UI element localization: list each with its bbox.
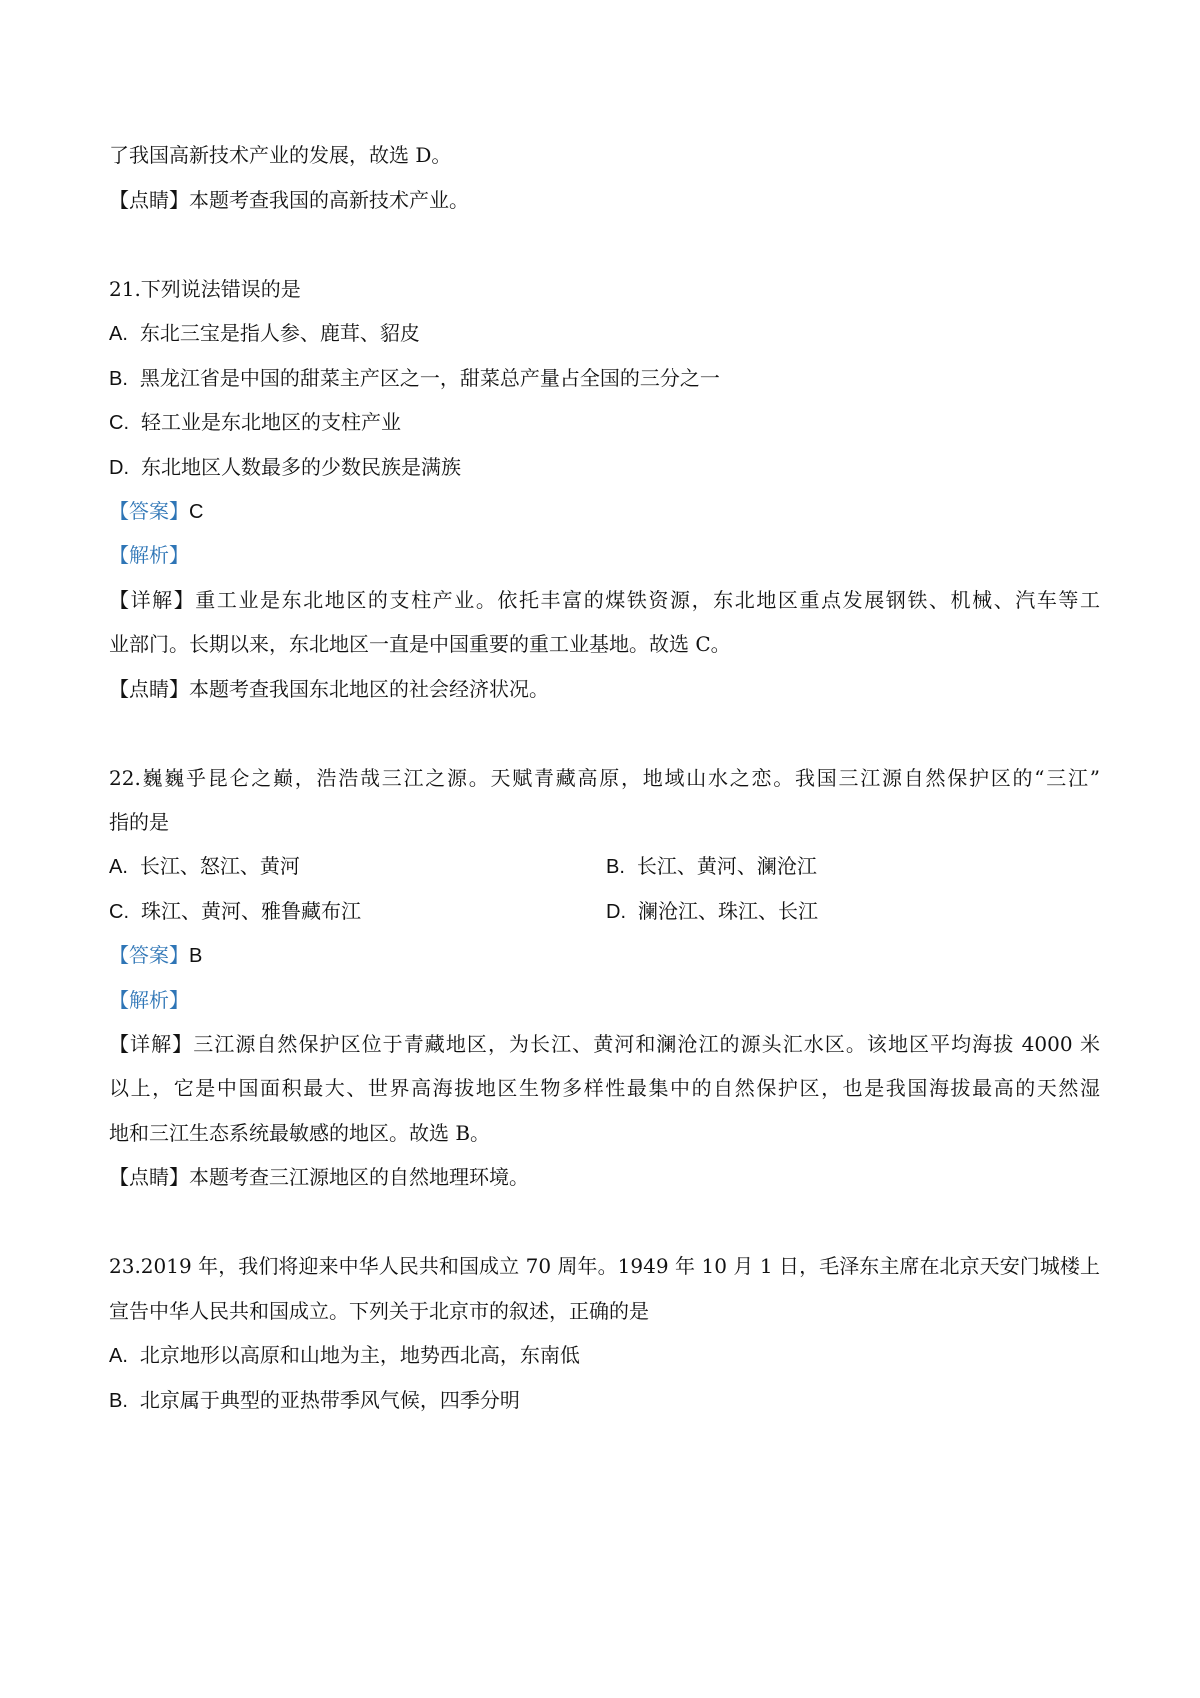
q23-stem-line2: 宣告中华人民共和国成立。下列关于北京市的叙述，正确的是 (109, 1299, 649, 1323)
answer-value: C (189, 501, 204, 523)
q22-answer (109, 940, 1100, 971)
q23-option-b (109, 1385, 1100, 1416)
answer-value: B (189, 945, 203, 967)
q21-analysis-label: 【解析】 (109, 543, 189, 567)
option-text: 北京属于典型的亚热带季风气候，四季分明 (139, 1388, 520, 1412)
q22-option-d (606, 896, 818, 927)
q22-option-a (109, 851, 300, 882)
q21-stem: 21.下列说法错误的是 (109, 277, 301, 301)
q22-option-c (109, 896, 361, 927)
q22-analysis-label: 【解析】 (109, 988, 189, 1012)
intro-continuation: 了我国高新技术产业的发展，故选 D。 (109, 143, 452, 167)
option-text: 东北三宝是指人参、鹿茸、貂皮 (139, 321, 420, 345)
q21-answer (109, 496, 1100, 527)
option-letter: B. (109, 1390, 128, 1412)
option-letter: D. (606, 901, 626, 923)
option-letter: B. (109, 368, 128, 390)
option-text: 轻工业是东北地区的支柱产业 (141, 410, 401, 434)
answer-label: 【答案】 (109, 943, 189, 967)
option-letter: D. (109, 457, 129, 479)
answer-label: 【答案】 (109, 499, 189, 523)
option-text: 珠江、黄河、雅鲁藏布江 (141, 899, 361, 923)
q22-stem-line2: 指的是 (109, 810, 169, 834)
q22-comment: 【点睛】本题考查三江源地区的自然地理环境。 (109, 1165, 529, 1189)
option-letter: A. (109, 1345, 128, 1367)
q21-option-b (109, 363, 1100, 394)
q22-detail-line3: 地和三江生态系统最敏感的地区。故选 B。 (109, 1121, 491, 1145)
q21-option-d (109, 452, 1100, 483)
q23-option-a (109, 1340, 1100, 1371)
option-text: 北京地形以高原和山地为主，地势西北高，东南低 (139, 1343, 580, 1367)
option-text: 长江、怒江、黄河 (139, 854, 300, 878)
option-letter: A. (109, 323, 128, 345)
q21-option-a (109, 318, 1100, 349)
option-letter: C. (109, 901, 129, 923)
q21-comment: 【点睛】本题考查我国东北地区的社会经济状况。 (109, 677, 549, 701)
option-text: 澜沧江、珠江、长江 (638, 899, 818, 923)
option-text: 长江、黄河、澜沧江 (636, 854, 817, 878)
q21-option-c (109, 407, 1100, 438)
q21-detail-line2: 业部门。长期以来，东北地区一直是中国重要的重工业基地。故选 C。 (109, 632, 731, 656)
q22-option-b (606, 851, 817, 882)
q23-stem-line1: 23.2019 年，我们将迎来中华人民共和国成立 70 周年。1949 年 10 月 1 日，毛泽东主席在北京天安门城楼上 (109, 1254, 1100, 1278)
q22-detail-line2: 以上，它是中国面积最大、世界高海拔地区生物多样性最集中的自然保护区，也是我国海拔最高的天然湿 (109, 1076, 1100, 1100)
q21-detail-line1: 【详解】重工业是东北地区的支柱产业。依托丰富的煤铁资源，东北地区重点发展钢铁、机械、汽车等工 (109, 588, 1100, 612)
intro-comment: 【点睛】本题考查我国的高新技术产业。 (109, 188, 469, 212)
option-text: 东北地区人数最多的少数民族是满族 (141, 455, 461, 479)
option-letter: A. (109, 856, 128, 878)
q22-stem-line1: 22.巍巍乎昆仑之巅，浩浩哉三江之源。天赋青藏高原，地域山水之恋。我国三江源自然保护区的“三江” (109, 766, 1100, 790)
option-letter: B. (606, 856, 625, 878)
option-letter: C. (109, 412, 129, 434)
q22-detail-line1: 【详解】三江源自然保护区位于青藏地区，为长江、黄河和澜沧江的源头汇水区。该地区平均海拔 4000 米 (109, 1032, 1100, 1056)
option-text: 黑龙江省是中国的甜菜主产区之一，甜菜总产量占全国的三分之一 (139, 366, 720, 390)
